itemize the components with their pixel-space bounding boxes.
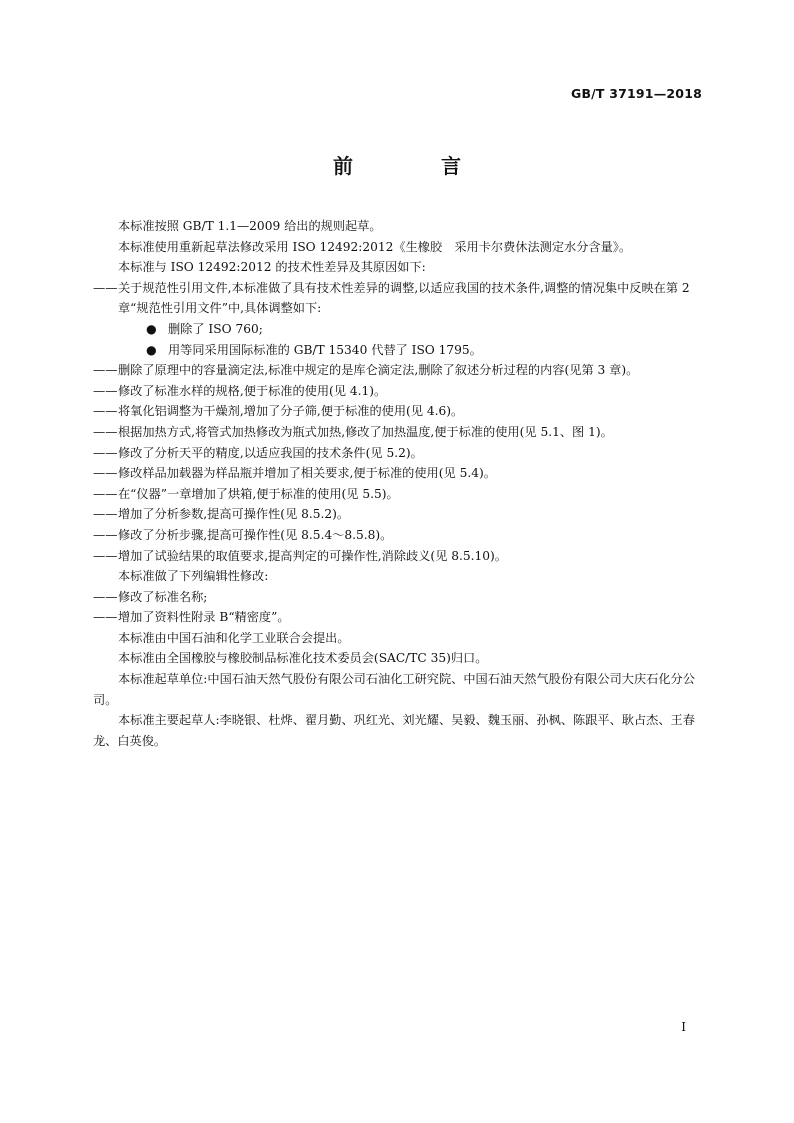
- dash-item-text: 删除了原理中的容量滴定法,标准中规定的是库仑滴定法,删除了叙述分析过程的内容(见第 3 章)。: [118, 363, 639, 378]
- dash-item-text: 根据加热方式,将管式加热修改为瓶式加热,修改了加热温度,便于标准的使用(见 5.1、图 1)。: [118, 424, 613, 439]
- dash-mark: ——: [93, 404, 118, 419]
- paragraph: 本标准主要起草人:李晓银、杜烨、翟月勤、巩红光、刘光耀、吴毅、魏玉丽、孙枫、陈跟平、耿占杰、王春龙、白英俊。: [93, 713, 695, 748]
- dash-list-item: [93, 401, 705, 422]
- dash-item-text: 修改了分析步骤,提高可操作性(见 8.5.4～8.5.8)。: [118, 527, 393, 542]
- dash-list-item: [93, 443, 705, 464]
- dash-item-text: 修改了分析天平的精度,以适应我国的技术条件(见 5.2)。: [118, 445, 423, 460]
- dash-list-item: [93, 381, 705, 402]
- paragraph: 本标准与 ISO 12492:2012 的技术性差异及其原因如下:: [118, 260, 426, 275]
- dash-mark: ——: [93, 486, 118, 501]
- dash-item-text: 修改了标准名称;: [118, 589, 208, 604]
- dash-list-item: [93, 587, 705, 608]
- dash-item-text: 增加了分析参数,提高可操作性(见 8.5.2)。: [118, 507, 350, 522]
- dash-item-text: 将氧化铝调整为干燥剂,增加了分子筛,便于标准的使用(见 4.6)。: [118, 404, 464, 419]
- dash-item-text: 在“仪器”一章增加了烘箱,便于标准的使用(见 5.5)。: [118, 486, 399, 501]
- dash-list-item: [93, 463, 705, 484]
- paragraph: 本标准做了下列编辑性修改:: [118, 569, 269, 584]
- bullet-icon: ●: [146, 321, 157, 336]
- dash-list-item: [93, 525, 705, 546]
- dash-item-text: 增加了资料性附录 B“精密度”。: [118, 610, 290, 625]
- dash-list-item: [93, 546, 705, 567]
- dash-item-text: 修改了标准水样的规格,便于标准的使用(见 4.1)。: [118, 383, 387, 398]
- dash-mark: ——: [93, 548, 118, 563]
- dash-mark: ——: [93, 424, 118, 439]
- dash-mark: ——: [93, 507, 118, 522]
- dash-item-text: 关于规范性引用文件,本标准做了具有技术性差异的调整,以适应我国的技术条件,调整的情况集中反映在第 2 章“规范性引用文件”中,具体调整如下:: [118, 280, 690, 316]
- paragraph: 本标准起草单位:中国石油天然气股份有限公司石油化工研究院、中国石油天然气股份有限公司大庆石化分公司。: [93, 672, 695, 707]
- dash-list-item: [93, 360, 705, 381]
- dash-mark: ——: [93, 589, 118, 604]
- bullet-list-item: [93, 319, 705, 340]
- page-number: I: [681, 1020, 686, 1034]
- dash-list-item: [93, 422, 705, 443]
- bullet-item-text: 用等同采用国际标准的 GB/T 15340 代替了 ISO 1795。: [168, 342, 482, 357]
- paragraph: 本标准按照 GB/T 1.1—2009 给出的规则起草。: [118, 219, 382, 233]
- dash-list-item: [93, 278, 705, 319]
- bullet-item-text: 删除了 ISO 760;: [168, 321, 263, 336]
- standard-number: GB/T 37191—2018: [570, 86, 702, 101]
- dash-mark: ——: [93, 363, 118, 378]
- foreword-body: [93, 216, 705, 751]
- dash-list-item: [93, 607, 705, 628]
- bullet-list-item: [93, 340, 705, 361]
- dash-mark: ——: [93, 610, 118, 625]
- paragraph: 本标准由全国橡胶与橡胶制品标准化技术委员会(SAC/TC 35)归口。: [118, 651, 488, 666]
- dash-list-item: [93, 484, 705, 505]
- paragraph: 本标准由中国石油和化学工业联合会提出。: [118, 630, 350, 645]
- paragraph: 本标准使用重新起草法修改采用 ISO 12492:2012《生橡胶 采用卡尔费休法测定水分含量》。: [118, 239, 632, 254]
- dash-mark: ——: [93, 383, 118, 398]
- dash-mark: ——: [93, 445, 118, 460]
- dash-mark: ——: [93, 466, 118, 481]
- dash-mark: ——: [93, 280, 118, 295]
- bullet-icon: ●: [146, 342, 157, 357]
- dash-item-text: 修改样品加载器为样品瓶并增加了相关要求,便于标准的使用(见 5.4)。: [118, 466, 496, 481]
- page-title: 前 言: [333, 154, 495, 178]
- dash-mark: ——: [93, 527, 118, 542]
- dash-item-text: 增加了试验结果的取值要求,提高判定的可操作性,消除歧义(见 8.5.10)。: [118, 548, 507, 563]
- dash-list-item: [93, 504, 705, 525]
